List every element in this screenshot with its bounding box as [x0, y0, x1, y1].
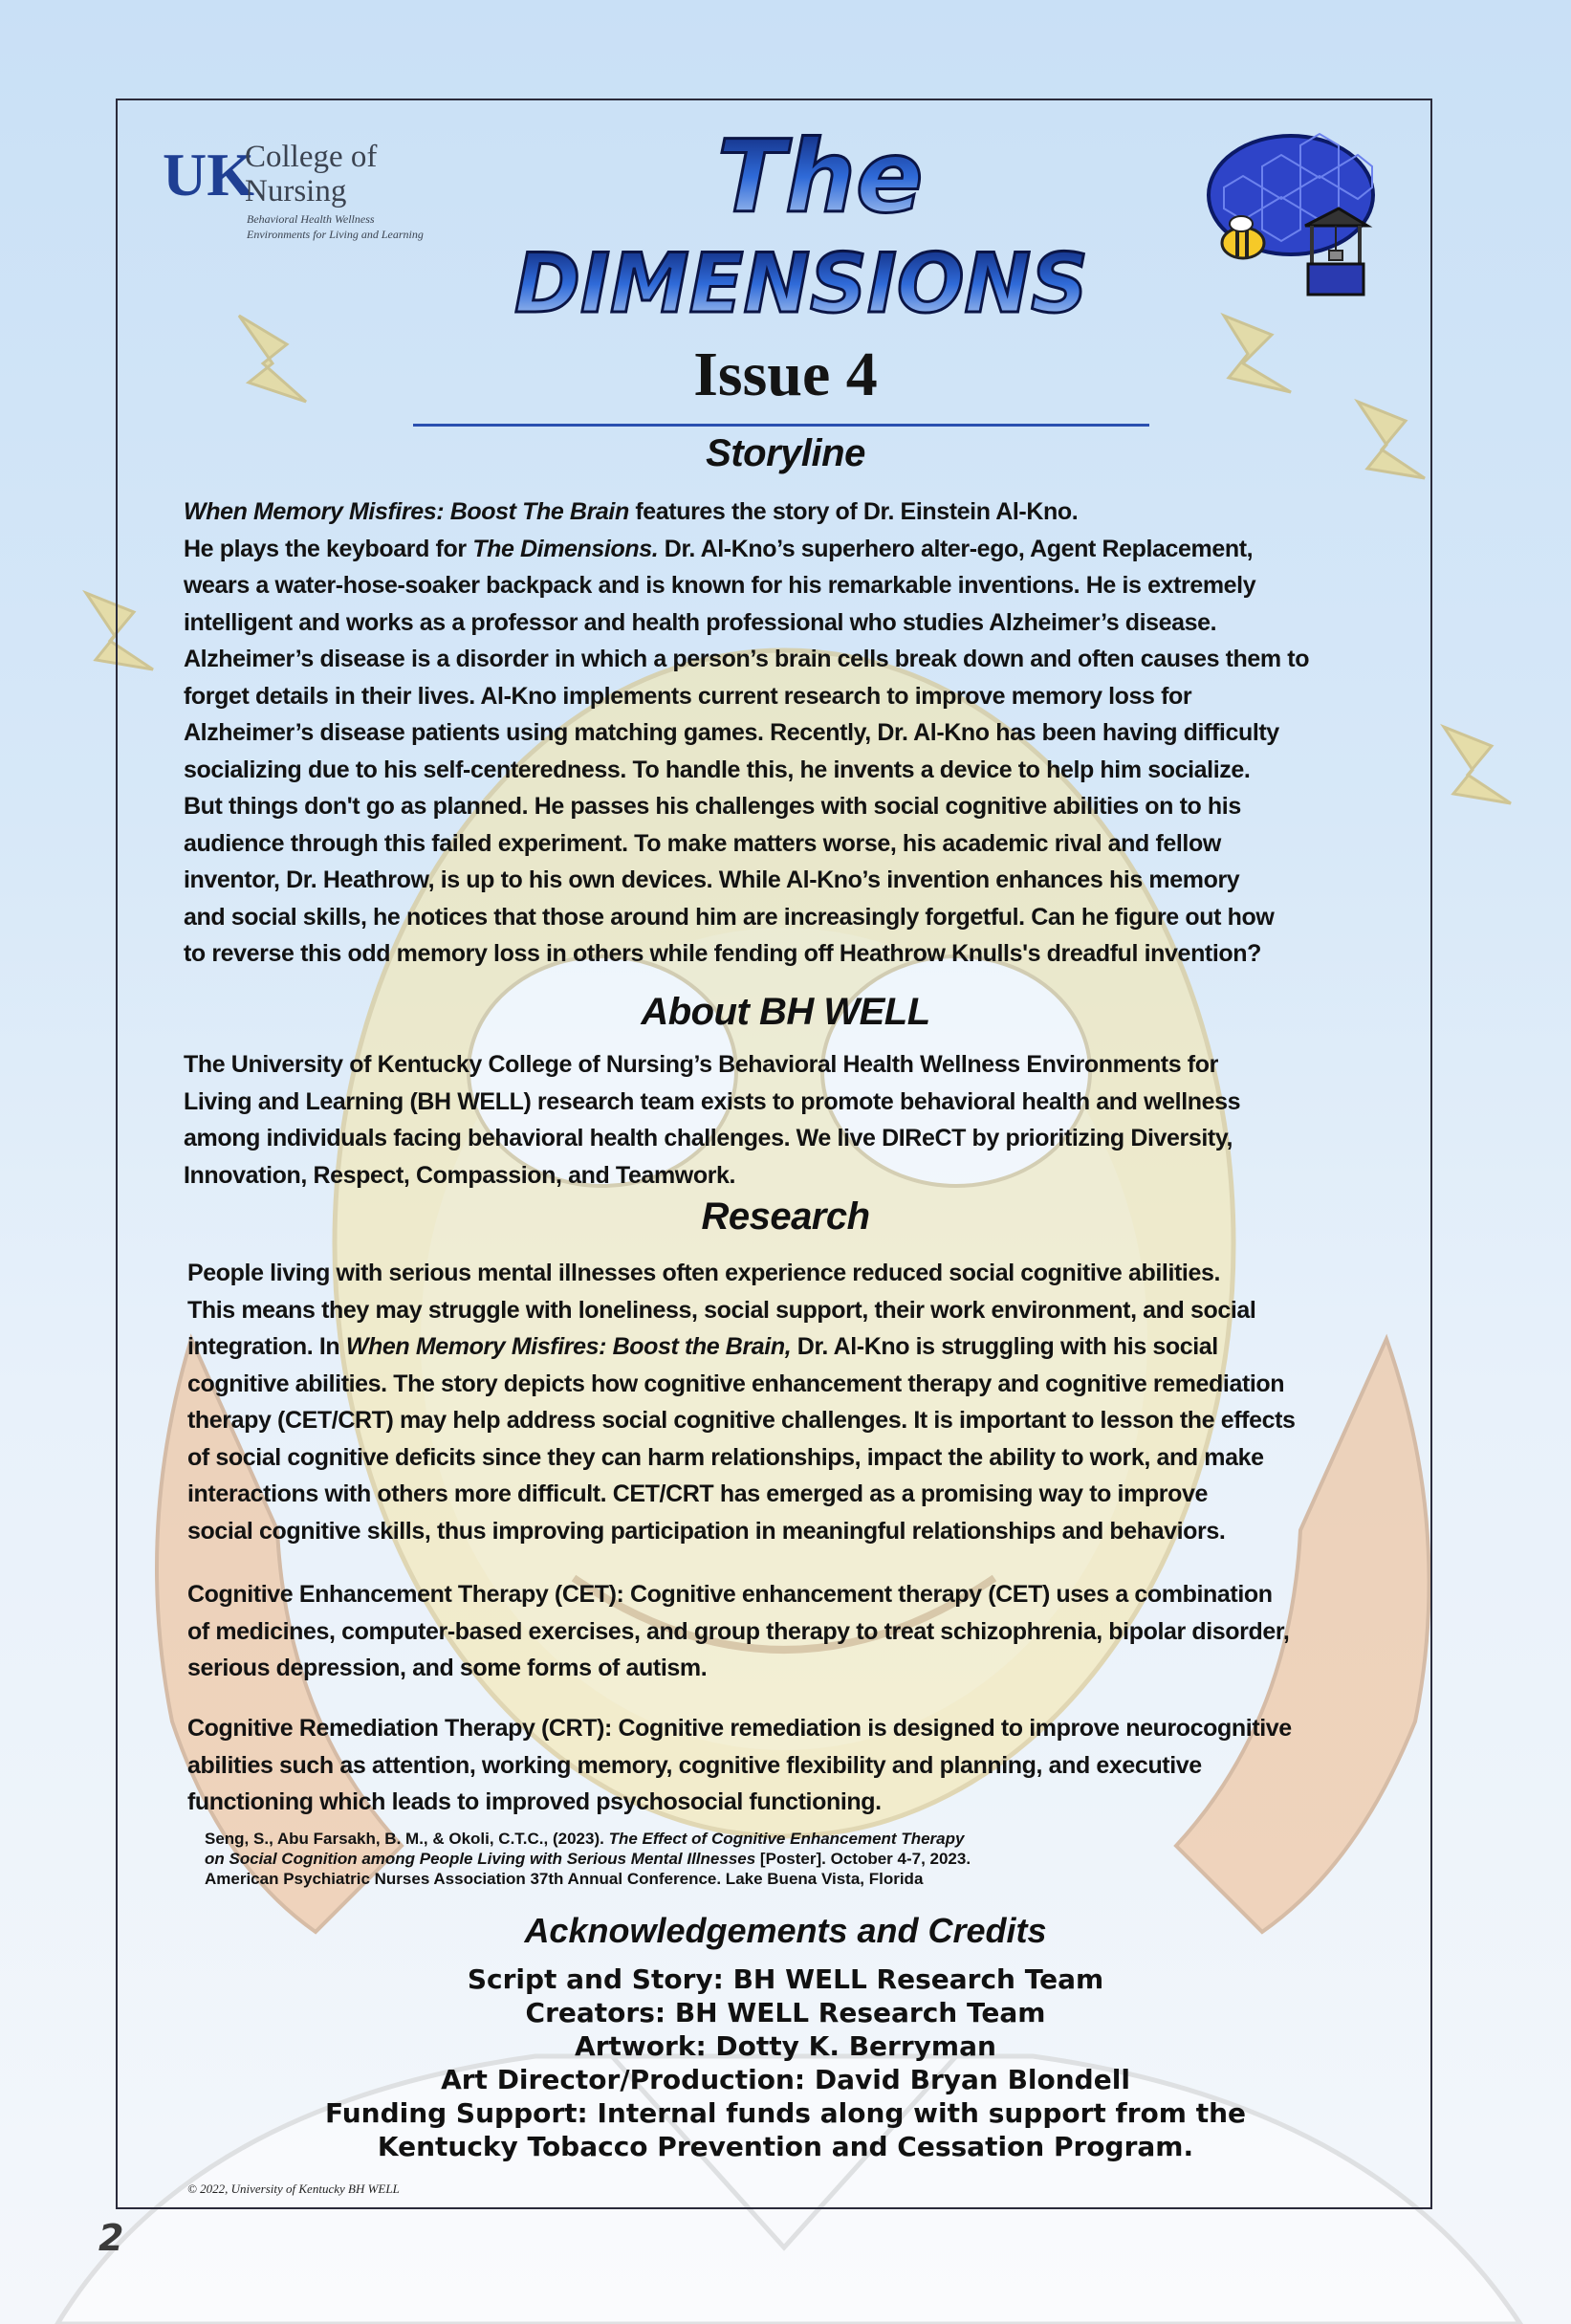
about-heading: About BH WELL: [641, 991, 930, 1033]
storyline-line: to reverse this odd memory loss in others while fending off Heathrow Knulls's dreadful invention?: [184, 940, 1262, 967]
storyline-line: Alzheimer’s disease patients using matching games. Recently, Dr. Al-Kno has been having difficulty: [184, 719, 1279, 746]
page-number: 2: [98, 2217, 124, 2259]
storyline-line: socializing due to his self-centeredness. To handle this, he invents a device to help him socialize.: [184, 756, 1251, 783]
research-line: This means they may struggle with loneliness, social support, their work environment, and social: [187, 1296, 1256, 1324]
research-line: People living with serious mental illnesses often experience reduced social cognitive abilities.: [187, 1260, 1221, 1286]
research-paragraph-1: [187, 1255, 1421, 1549]
credits-list: [0, 1962, 1571, 2163]
storyline-text: [184, 493, 1417, 973]
credit-line: Funding Support: Internal funds along with support from the: [324, 2097, 1247, 2129]
uk-logo-icon: [161, 140, 254, 208]
logo-subtitle-2: Environments for Living and Learning: [247, 228, 424, 241]
citation-line-2: on Social Cognition among People Living with Serious Mental Illnesses [Poster]. October 4-7, 2023.: [205, 1850, 971, 1868]
research-line: therapy (CET/CRT) may help address social cognitive challenges. It is important to lesson the effects: [187, 1407, 1296, 1434]
logo-college-text: College of Nursing: [245, 140, 378, 208]
the-dimensions-masthead: [497, 121, 1109, 360]
uk-college-of-nursing-logo: [161, 140, 467, 245]
logo-subtitle-1: Behavioral Health Wellness: [247, 212, 375, 226]
storyline-line: Alzheimer’s disease is a disorder in which a person’s brain cells break down and often causes them to: [184, 646, 1310, 672]
title-divider: [413, 424, 1149, 427]
about-line: Innovation, Respect, Compassion, and Teamwork.: [184, 1161, 736, 1189]
credit-line: Creators: BH WELL Research Team: [525, 1997, 1046, 2028]
storyline-line: intelligent and works as a professor and health professional who studies Alzheimer’s disease.: [184, 608, 1217, 636]
credit-line: Kentucky Tobacco Prevention and Cessation Program.: [377, 2131, 1194, 2162]
acknowledgements-heading: Acknowledgements and Credits: [524, 1911, 1047, 1950]
storyline-line: audience through this failed experiment. To make matters worse, his academic rival and fellow: [184, 829, 1221, 857]
brain-bee-well-badge: [1195, 130, 1377, 302]
research-paragraph-crt: [187, 1710, 1421, 1821]
storyline-heading: Storyline: [706, 432, 865, 474]
storyline-line-2: He plays the keyboard for The Dimensions. Dr. Al-Kno’s superhero alter-ego, Agent Replacement,: [184, 535, 1254, 562]
research-line: integration. In When Memory Misfires: Boost the Brain, Dr. Al-Kno is struggling with his social: [187, 1333, 1218, 1360]
masthead-the: The: [717, 119, 924, 235]
about-line: among individuals facing behavioral health challenges. We live DIReCT by prioritizing Diversity,: [184, 1125, 1233, 1151]
svg-text:UK: UK: [163, 141, 254, 208]
about-text: [184, 1046, 1417, 1194]
research-line: of medicines, computer-based exercises, and group therapy to treat schizophrenia, bipolar disorder,: [187, 1617, 1290, 1645]
research-line: serious depression, and some forms of autism.: [187, 1655, 708, 1681]
masthead-dimensions: DIMENSIONS: [514, 236, 1088, 332]
credit-line: Script and Story: BH WELL Research Team: [467, 1963, 1104, 1995]
storyline-line-1: When Memory Misfires: Boost The Brain features the story of Dr. Einstein Al-Kno.: [184, 498, 1079, 525]
storyline-line: But things don't go as planned. He passes his challenges with social cognitive abilities on to his: [184, 793, 1241, 820]
research-line: abilities such as attention, working memory, cognitive flexibility and planning, and executive: [187, 1751, 1202, 1779]
about-line: The University of Kentucky College of Nursing’s Behavioral Health Wellness Environments for: [184, 1051, 1218, 1078]
storyline-line: inventor, Dr. Heathrow, is up to his own devices. While Al-Kno’s invention enhances his memory: [184, 866, 1240, 893]
citation-line-1: Seng, S., Abu Farsakh, B. M., & Okoli, C.T.C., (2023). The Effect of Cognitive Enhancement Therapy: [205, 1830, 965, 1848]
research-line: Cognitive Enhancement Therapy (CET): Cognitive enhancement therapy (CET) uses a combination: [187, 1581, 1273, 1608]
about-line: Living and Learning (BH WELL) research team exists to promote behavioral health and wellness: [184, 1087, 1241, 1115]
issue-number: Issue 4: [693, 340, 878, 409]
research-line: cognitive abilities. The story depicts how cognitive enhancement therapy and cognitive remediation: [187, 1370, 1285, 1397]
research-paragraph-cet: [187, 1576, 1421, 1687]
storyline-line: forget details in their lives. Al-Kno implements current research to improve memory loss for: [184, 682, 1192, 710]
copyright-notice: © 2022, University of Kentucky BH WELL: [187, 2181, 400, 2196]
research-line: social cognitive skills, thus improving participation in meaningful relationships and behaviors.: [187, 1517, 1226, 1545]
research-heading: Research: [701, 1195, 870, 1238]
research-line: of social cognitive deficits since they can harm relationships, impact the ability to work, and make: [187, 1443, 1264, 1471]
research-line: functioning which leads to improved psychosocial functioning.: [187, 1788, 882, 1815]
poster-citation: [205, 1829, 1390, 1889]
credit-line: Art Director/Production: David Bryan Blondell: [441, 2064, 1130, 2095]
research-line: Cognitive Remediation Therapy (CRT): Cognitive remediation is designed to improve neurocognitive: [187, 1715, 1292, 1742]
citation-line-3: American Psychiatric Nurses Association 37th Annual Conference. Lake Buena Vista, Florida: [205, 1870, 924, 1888]
credit-line: Artwork: Dotty K. Berryman: [575, 2030, 996, 2062]
storyline-line: and social skills, he notices that those around him are increasingly forgetful. Can he figure out how: [184, 903, 1275, 931]
research-line: interactions with others more difficult. CET/CRT has emerged as a promising way to improve: [187, 1480, 1208, 1507]
storyline-line: wears a water-hose-soaker backpack and is known for his remarkable inventions. He is extremely: [184, 572, 1256, 599]
